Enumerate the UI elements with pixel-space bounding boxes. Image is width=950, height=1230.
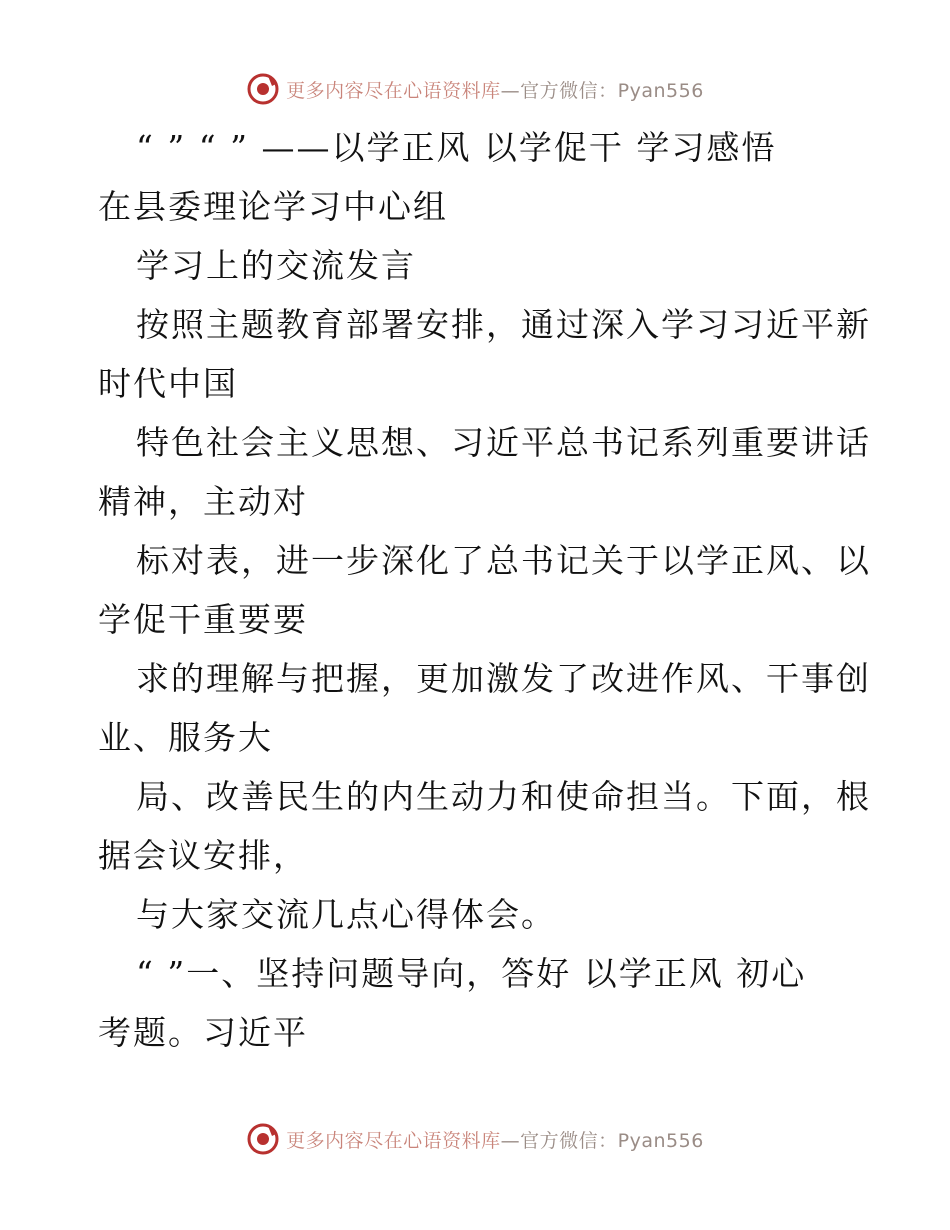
- footer-banner-text: [286, 1126, 704, 1153]
- footer-banner: [0, 1122, 950, 1156]
- paragraph-line: 标对表，进一步深化了总书记关于以学正风、以: [136, 541, 871, 580]
- footer-banner-suffix: —官方微信：Pyan556: [500, 1129, 704, 1152]
- header-banner-text: [286, 76, 704, 103]
- paragraph-line: 按照主题教育部署安排，通过深入学习习近平新: [136, 305, 871, 344]
- paragraph-line: 特色社会主义思想、习近平总书记系列重要讲话: [136, 423, 871, 462]
- header-banner-suffix: —官方微信：Pyan556: [500, 79, 704, 102]
- document-body: [98, 118, 871, 1062]
- paragraph-line: 据会议安排，: [98, 836, 308, 875]
- title-line-1: “ ” “ ” ——以学正风 以学促干 学习感悟: [136, 128, 777, 167]
- paragraph-line: 考题。习近平: [98, 1013, 308, 1052]
- paragraph-line: 精神，主动对: [98, 482, 308, 521]
- section-heading-line: “ ”一、坚持问题导向，答好 以学正风 初心: [136, 954, 807, 993]
- paragraph-line: 业、服务大: [98, 718, 273, 757]
- logo-icon: [246, 1122, 280, 1156]
- title-line-3: 学习上的交流发言: [136, 246, 416, 285]
- logo-icon: [246, 72, 280, 106]
- header-banner-title: 更多内容尽在心语资料库: [286, 79, 501, 102]
- paragraph-line: 局、改善民生的内生动力和使命担当。下面，根: [136, 777, 871, 816]
- header-banner: [0, 72, 950, 106]
- footer-banner-title: 更多内容尽在心语资料库: [286, 1129, 501, 1152]
- paragraph-line: 时代中国: [98, 364, 238, 403]
- paragraph-line: 求的理解与把握，更加激发了改进作风、干事创: [136, 659, 871, 698]
- paragraph-line: 与大家交流几点心得体会。: [136, 895, 556, 934]
- title-line-2: 在县委理论学习中心组: [98, 187, 448, 226]
- paragraph-line: 学促干重要要: [98, 600, 308, 639]
